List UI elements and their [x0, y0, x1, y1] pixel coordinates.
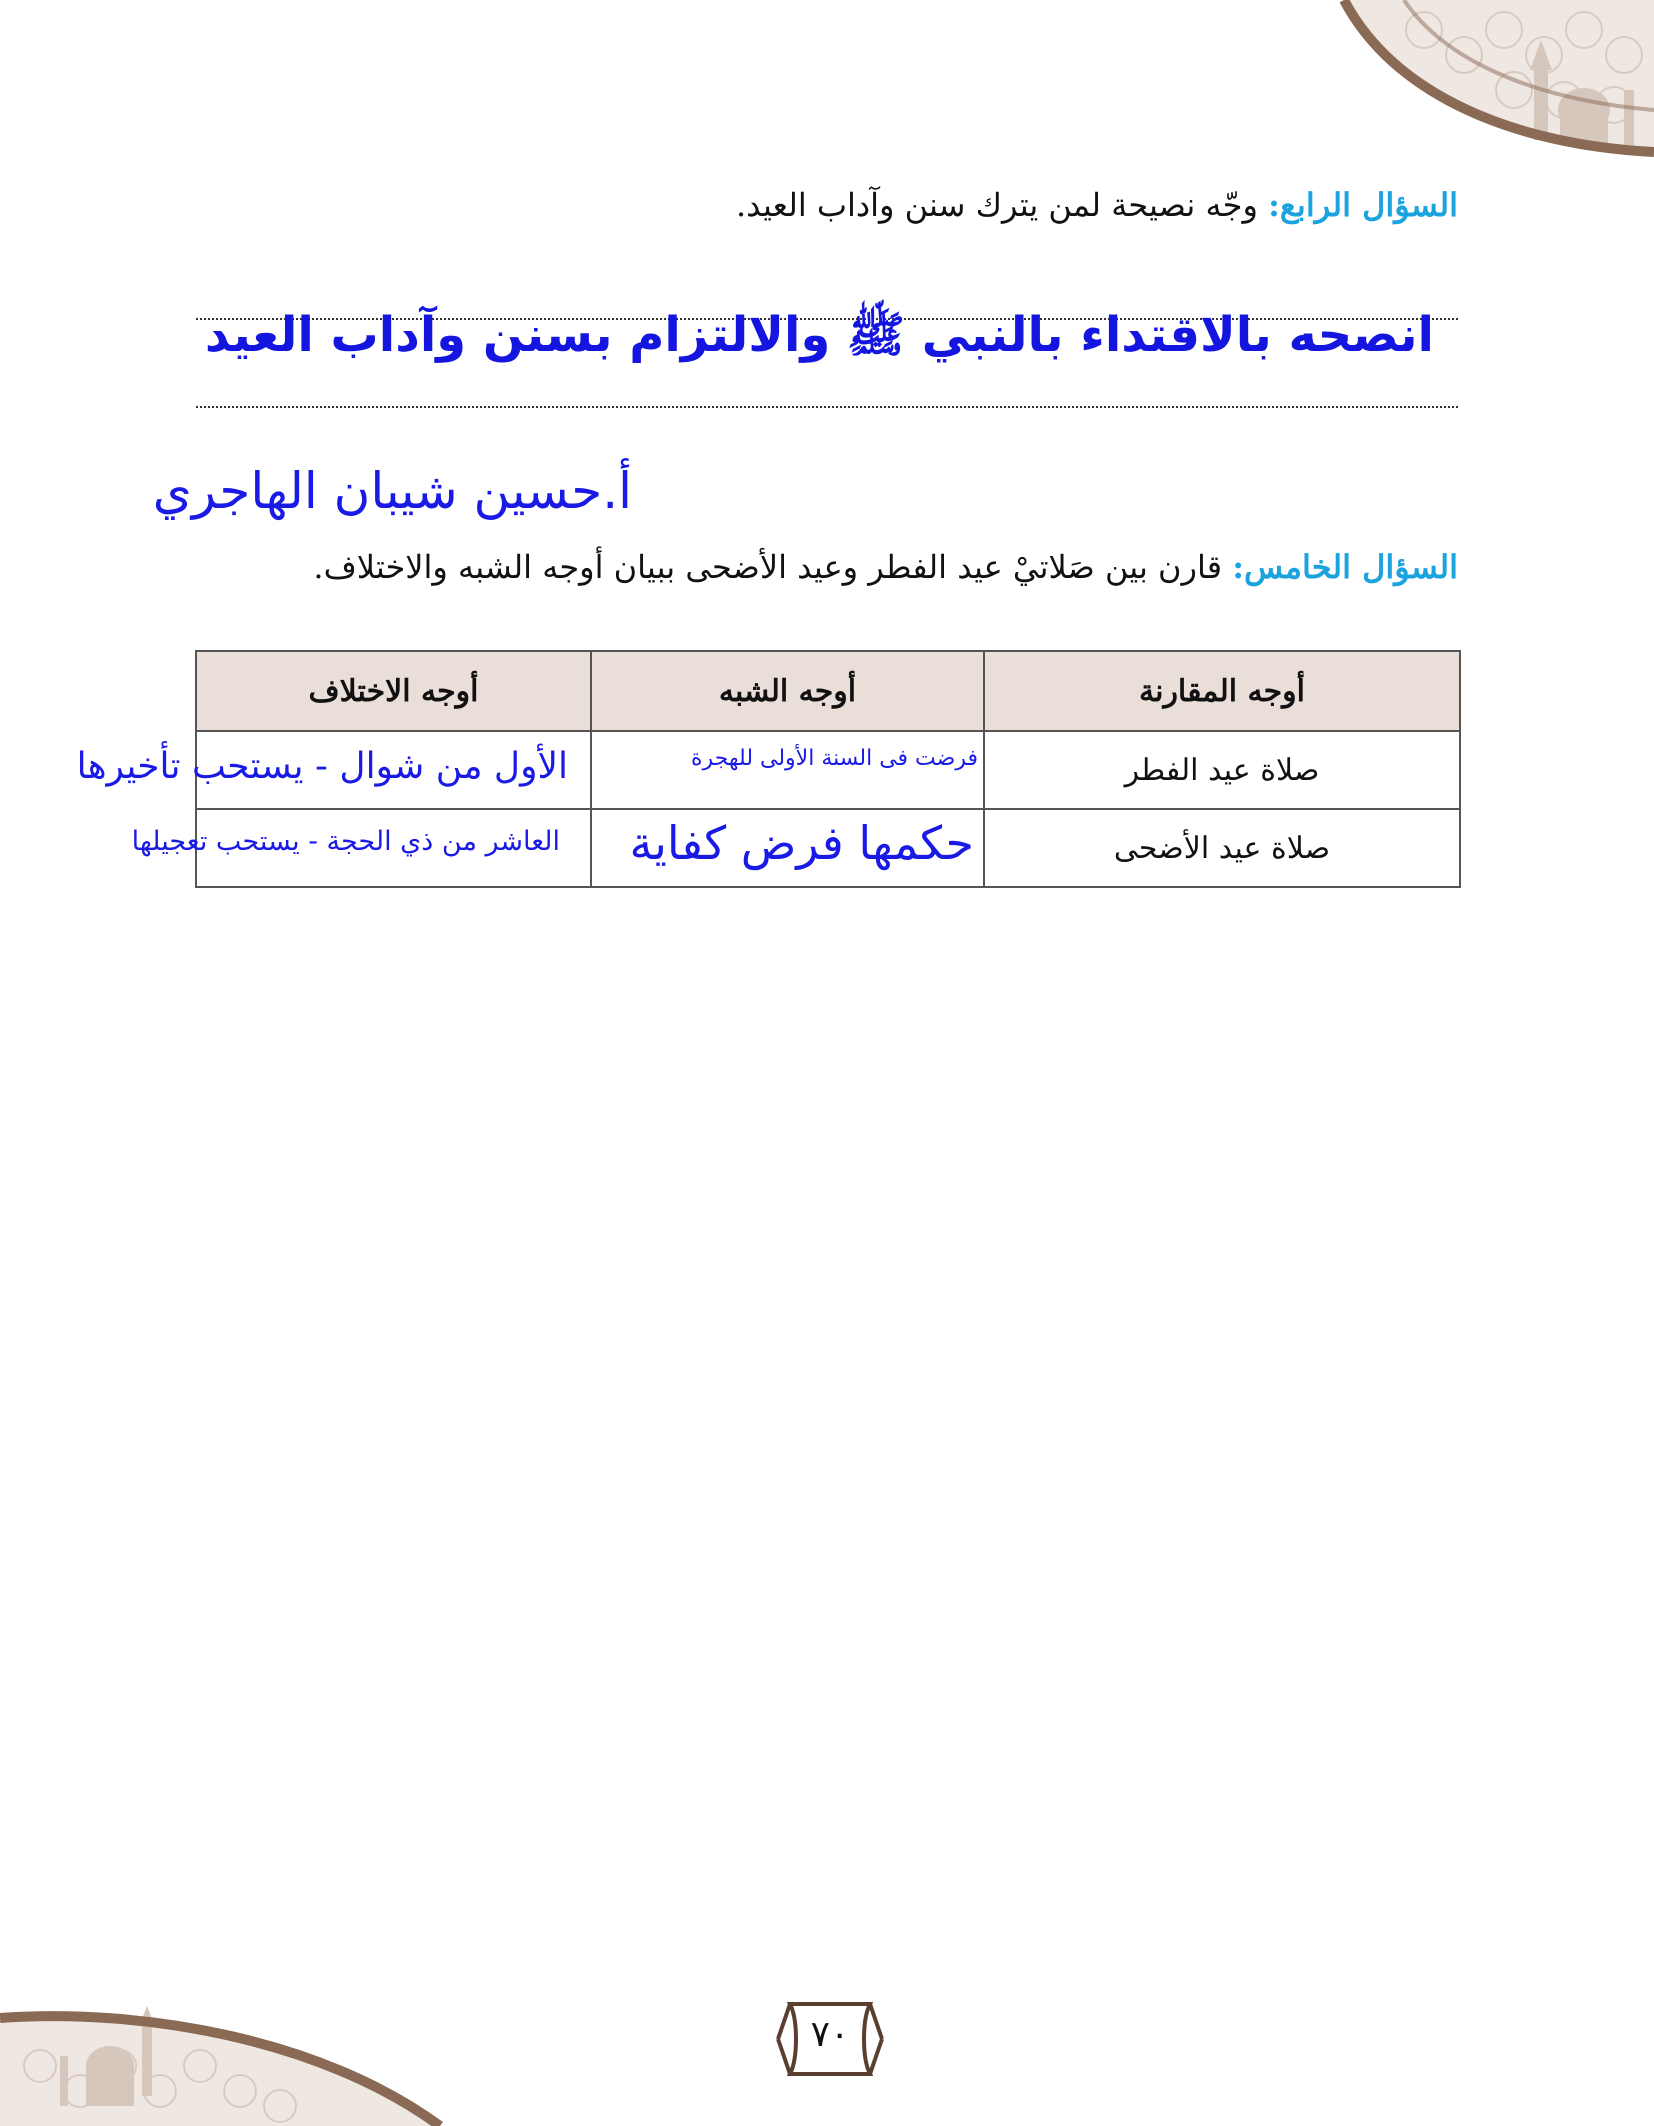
page-number: ٧٠ [810, 2014, 850, 2055]
bottom-corner-ornament [0, 1996, 460, 2126]
row-adha-item: صلاة عيد الأضحى [984, 809, 1460, 887]
answer-line-bottom [196, 406, 1458, 408]
question-five [313, 548, 1458, 586]
question-four-label: السؤال الرابع: [1268, 186, 1458, 224]
question-four [736, 186, 1458, 224]
table-header-row [196, 651, 1460, 731]
adha-difference-handwritten: العاشر من ذي الحجة - يستحب تعجيلها [131, 826, 560, 857]
answer-four-handwritten: انصحه بالاقتداء بالنبي ﷺ والالتزام بسنن وآداب العيد [204, 307, 1434, 363]
header-differences: أوجه الاختلاف [196, 651, 591, 731]
author-name: أ.حسين شيبان الهاجري [152, 462, 632, 520]
fitr-difference-handwritten: الأول من شوال - يستحب تأخيرها [76, 746, 568, 787]
question-four-text: وجّه نصيحة لمن يترك سنن وآداب العيد. [736, 186, 1269, 224]
fitr-similarity-handwritten: فرضت فى السنة الأولى للهجرة [691, 746, 978, 771]
top-corner-ornament [1094, 0, 1654, 160]
header-comparison: أوجه المقارنة [984, 651, 1460, 731]
question-five-label: السؤال الخامس: [1232, 548, 1458, 586]
header-similarities: أوجه الشبه [591, 651, 984, 731]
adha-similarity-handwritten: حكمها فرض كفاية [629, 816, 974, 870]
row-fitr-item: صلاة عيد الفطر [984, 731, 1460, 809]
question-five-text: قارن بين صَلاتيْ عيد الفطر وعيد الأضحى ببيان أوجه الشبه والاختلاف. [313, 548, 1233, 586]
